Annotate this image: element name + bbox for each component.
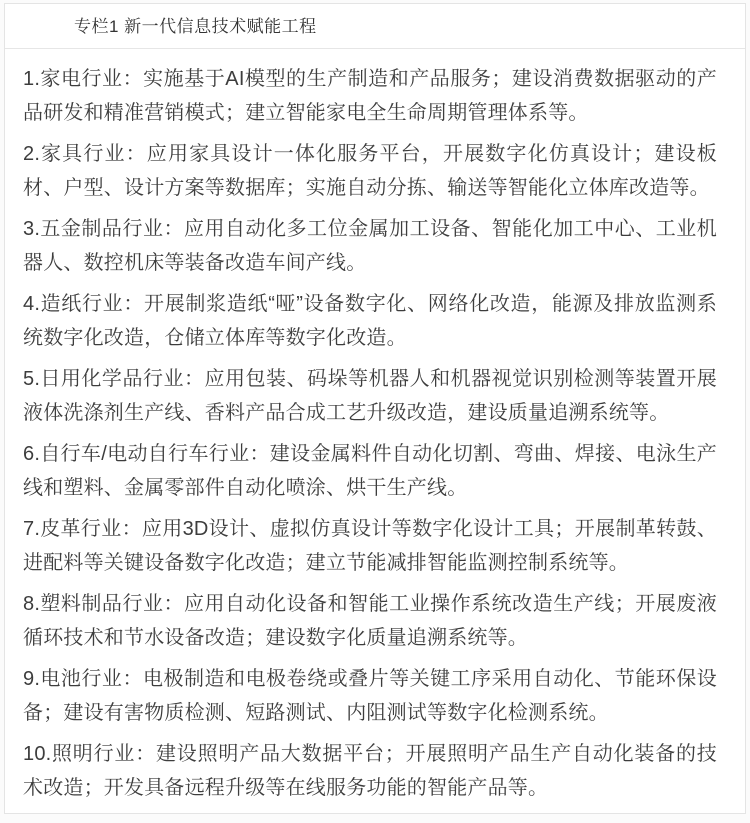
list-item-bicycle: 6.自行车/电动自行车行业：建设金属料件自动化切割、弯曲、焊接、电泳生产线和塑料、金属零部件自动化喷涂、烘干生产线。 [23, 443, 717, 499]
list-item-furniture: 2.家具行业：应用家具设计一体化服务平台，开展数字化仿真设计；建设板材、户型、设计方案等数据库；实施自动分拣、输送等智能化立体库改造等。 [23, 143, 717, 199]
list-item-appliance: 1.家电行业：实施基于AI模型的生产制造和产品服务；建设消费数据驱动的产品研发和精准营销模式；建立智能家电全生命周期管理体系等。 [23, 68, 717, 124]
list-item-hardware: 3.五金制品行业：应用自动化多工位金属加工设备、智能化加工中心、工业机器人、数控机床等装备改造车间产线。 [23, 218, 717, 274]
list-item-battery: 9.电池行业：电极制造和电极卷绕或叠片等关键工序采用自动化、节能环保设备；建设有害物质检测、短路测试、内阻测试等数字化检测系统。 [23, 668, 717, 724]
list-item-paper: 4.造纸行业：开展制浆造纸“哑”设备数字化、网络化改造，能源及排放监测系统数字化改造，仓储立体库等数字化改造。 [23, 293, 717, 349]
list-item-leather: 7.皮革行业：应用3D设计、虚拟仿真设计等数字化设计工具；开展制革转鼓、进配料等关键设备数字化改造；建立节能减排智能监测控制系统等。 [23, 518, 717, 574]
list-item-chemical: 5.日用化学品行业：应用包装、码垛等机器人和机器视觉识别检测等装置开展液体洗涤剂生产线、香料产品合成工艺升级改造，建设质量追溯系统等。 [23, 368, 717, 424]
panel-header [5, 4, 745, 49]
list-item-lighting: 10.照明行业：建设照明产品大数据平台；开展照明产品生产自动化装备的技术改造；开发具备远程升级等在线服务功能的智能产品等。 [23, 743, 717, 799]
panel-body [5, 49, 745, 815]
column-panel [4, 3, 746, 814]
panel-title: 专栏1 新一代信息技术赋能工程 [74, 16, 317, 36]
list-item-plastics: 8.塑料制品行业：应用自动化设备和智能工业操作系统改造生产线；开展废液循环技术和节水设备改造；建设数字化质量追溯系统等。 [23, 593, 717, 649]
